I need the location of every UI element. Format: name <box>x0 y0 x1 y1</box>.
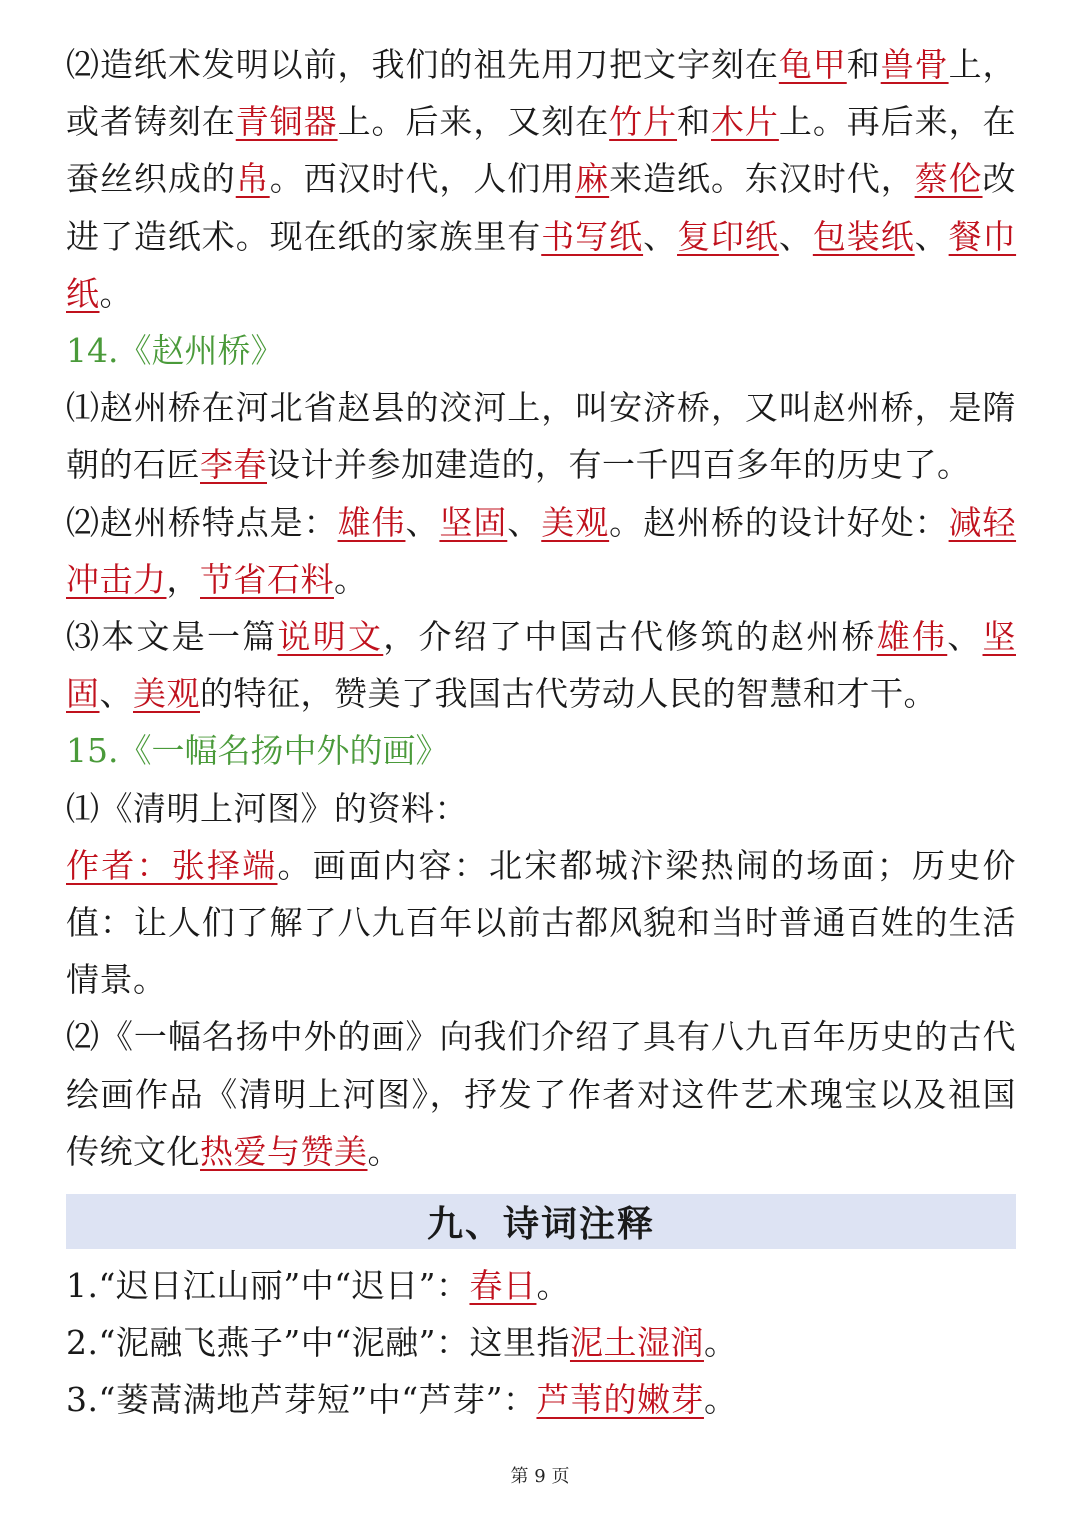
paragraph-painting-info <box>66 837 1016 1009</box>
text: 。赵州桥的设计好处： <box>609 502 949 542</box>
key-term: 减轻冲击力 <box>66 502 1017 599</box>
text: 和 <box>846 45 881 84</box>
key-term: 复印纸 <box>677 216 779 256</box>
text: ⑵造纸术发明以前，我们的祖先用刀把文字刻在 <box>66 45 779 84</box>
list-item <box>66 1371 1016 1428</box>
paragraph-painting-info-heading: ⑴《清明上河图》的资料： <box>66 788 468 828</box>
key-term: 作者：张择端 <box>66 845 278 885</box>
text: 来造纸。东汉时代， <box>609 159 915 199</box>
key-term: 春日 <box>469 1266 537 1306</box>
text: ⑴赵州桥在河北省赵县的洨河上，叫安济桥，又叫赵州桥，是隋朝的石匠 <box>66 388 1016 485</box>
section-header-poem-notes: 九、诗词注释 <box>66 1194 1016 1249</box>
text: 2.“泥融飞燕子”中“泥融”：这里指 <box>66 1323 570 1363</box>
section-title-famous-painting: 15.《一幅名扬中外的画》 <box>66 731 449 771</box>
text: 改进了造纸术。现在纸的家族里有 <box>66 159 1017 256</box>
key-term: 竹片 <box>609 102 678 142</box>
text: 、 <box>507 502 542 542</box>
text: 和 <box>677 102 711 142</box>
text: 、 <box>778 216 813 256</box>
key-term: 泥土湿润 <box>569 1323 704 1363</box>
text: 、 <box>947 617 983 657</box>
key-term: 帛 <box>235 159 270 199</box>
section-title-zhaozhou-bridge: 14.《赵州桥》 <box>66 331 284 371</box>
text: 。 <box>367 1131 401 1171</box>
key-term: 雄伟 <box>337 502 406 542</box>
key-term: 坚固 <box>66 617 1016 714</box>
text: 。 <box>703 1380 738 1420</box>
list-item <box>66 1314 1016 1371</box>
text: 上，或者铸刻在 <box>66 45 1017 142</box>
key-term: 李春 <box>200 445 267 485</box>
key-term: 坚固 <box>439 502 508 542</box>
text: 上。再后来，在蚕丝织成的 <box>66 102 1017 199</box>
key-term: 青铜器 <box>235 102 338 142</box>
text: 。西汉时代，人们用 <box>269 159 576 199</box>
key-term: 芦苇的嫩芽 <box>536 1380 704 1420</box>
document-page <box>66 36 1016 1429</box>
text: 上。后来，又刻在 <box>337 102 610 142</box>
text: 的特征，赞美了我国古代劳动人民的智慧和才干。 <box>200 674 937 714</box>
text: 设计并参加建造的，有一千四百多年的历史了。 <box>267 445 971 485</box>
text: 。 <box>334 559 368 599</box>
text: ， <box>166 559 200 599</box>
paragraph-painting-summary <box>66 1008 1016 1180</box>
text: 。 <box>703 1323 738 1363</box>
key-term: 说明文 <box>277 617 384 657</box>
text: 、 <box>99 674 133 714</box>
list-item <box>66 1257 1016 1314</box>
text: ⑵赵州桥特点是： <box>66 502 338 542</box>
text: 、 <box>643 216 678 256</box>
key-term: 热爱与赞美 <box>200 1131 368 1171</box>
paragraph-bridge-intro <box>66 379 1016 493</box>
key-term: 节省石料 <box>200 559 334 599</box>
key-term: 龟甲 <box>778 45 847 84</box>
key-term: 兽骨 <box>880 45 949 84</box>
paragraph-bridge-summary <box>66 608 1016 722</box>
text: ⑵《一幅名扬中外的画》向我们介绍了具有八九百年历史的古代绘画作品《清明上河图》，抒发了作者对这件艺术瑰宝以及祖国传统文化 <box>66 1017 1016 1171</box>
page-number: 第 9 页 <box>510 1466 570 1487</box>
key-term: 美观 <box>133 674 200 714</box>
key-term: 美观 <box>541 502 610 542</box>
key-term: 蔡伦 <box>914 159 983 199</box>
text: 。画面内容：北宋都城汴梁热闹的场面；历史价值：让人们了解了八九百年以前古都风貌和当时普通百姓的生活情景。 <box>66 845 1016 1000</box>
text: 。 <box>99 273 133 313</box>
text: 1.“迟日江山丽”中“迟日”： <box>66 1266 470 1306</box>
key-term: 麻 <box>575 159 610 199</box>
key-term: 木片 <box>710 102 779 142</box>
text: 、 <box>405 502 440 542</box>
text: ⑶本文是一篇 <box>66 617 278 657</box>
text: 。 <box>536 1266 570 1306</box>
text: 、 <box>914 216 949 256</box>
text: 3.“蒌蒿满地芦芽短”中“芦芽”： <box>66 1380 537 1420</box>
paragraph-paper-history <box>66 36 1016 322</box>
text: ，介绍了中国古代修筑的赵州桥 <box>383 617 877 657</box>
paragraph-bridge-features <box>66 494 1016 608</box>
key-term: 餐巾纸 <box>66 216 1017 313</box>
key-term: 书写纸 <box>541 216 644 256</box>
key-term: 包装纸 <box>812 216 915 256</box>
key-term: 雄伟 <box>876 617 948 657</box>
